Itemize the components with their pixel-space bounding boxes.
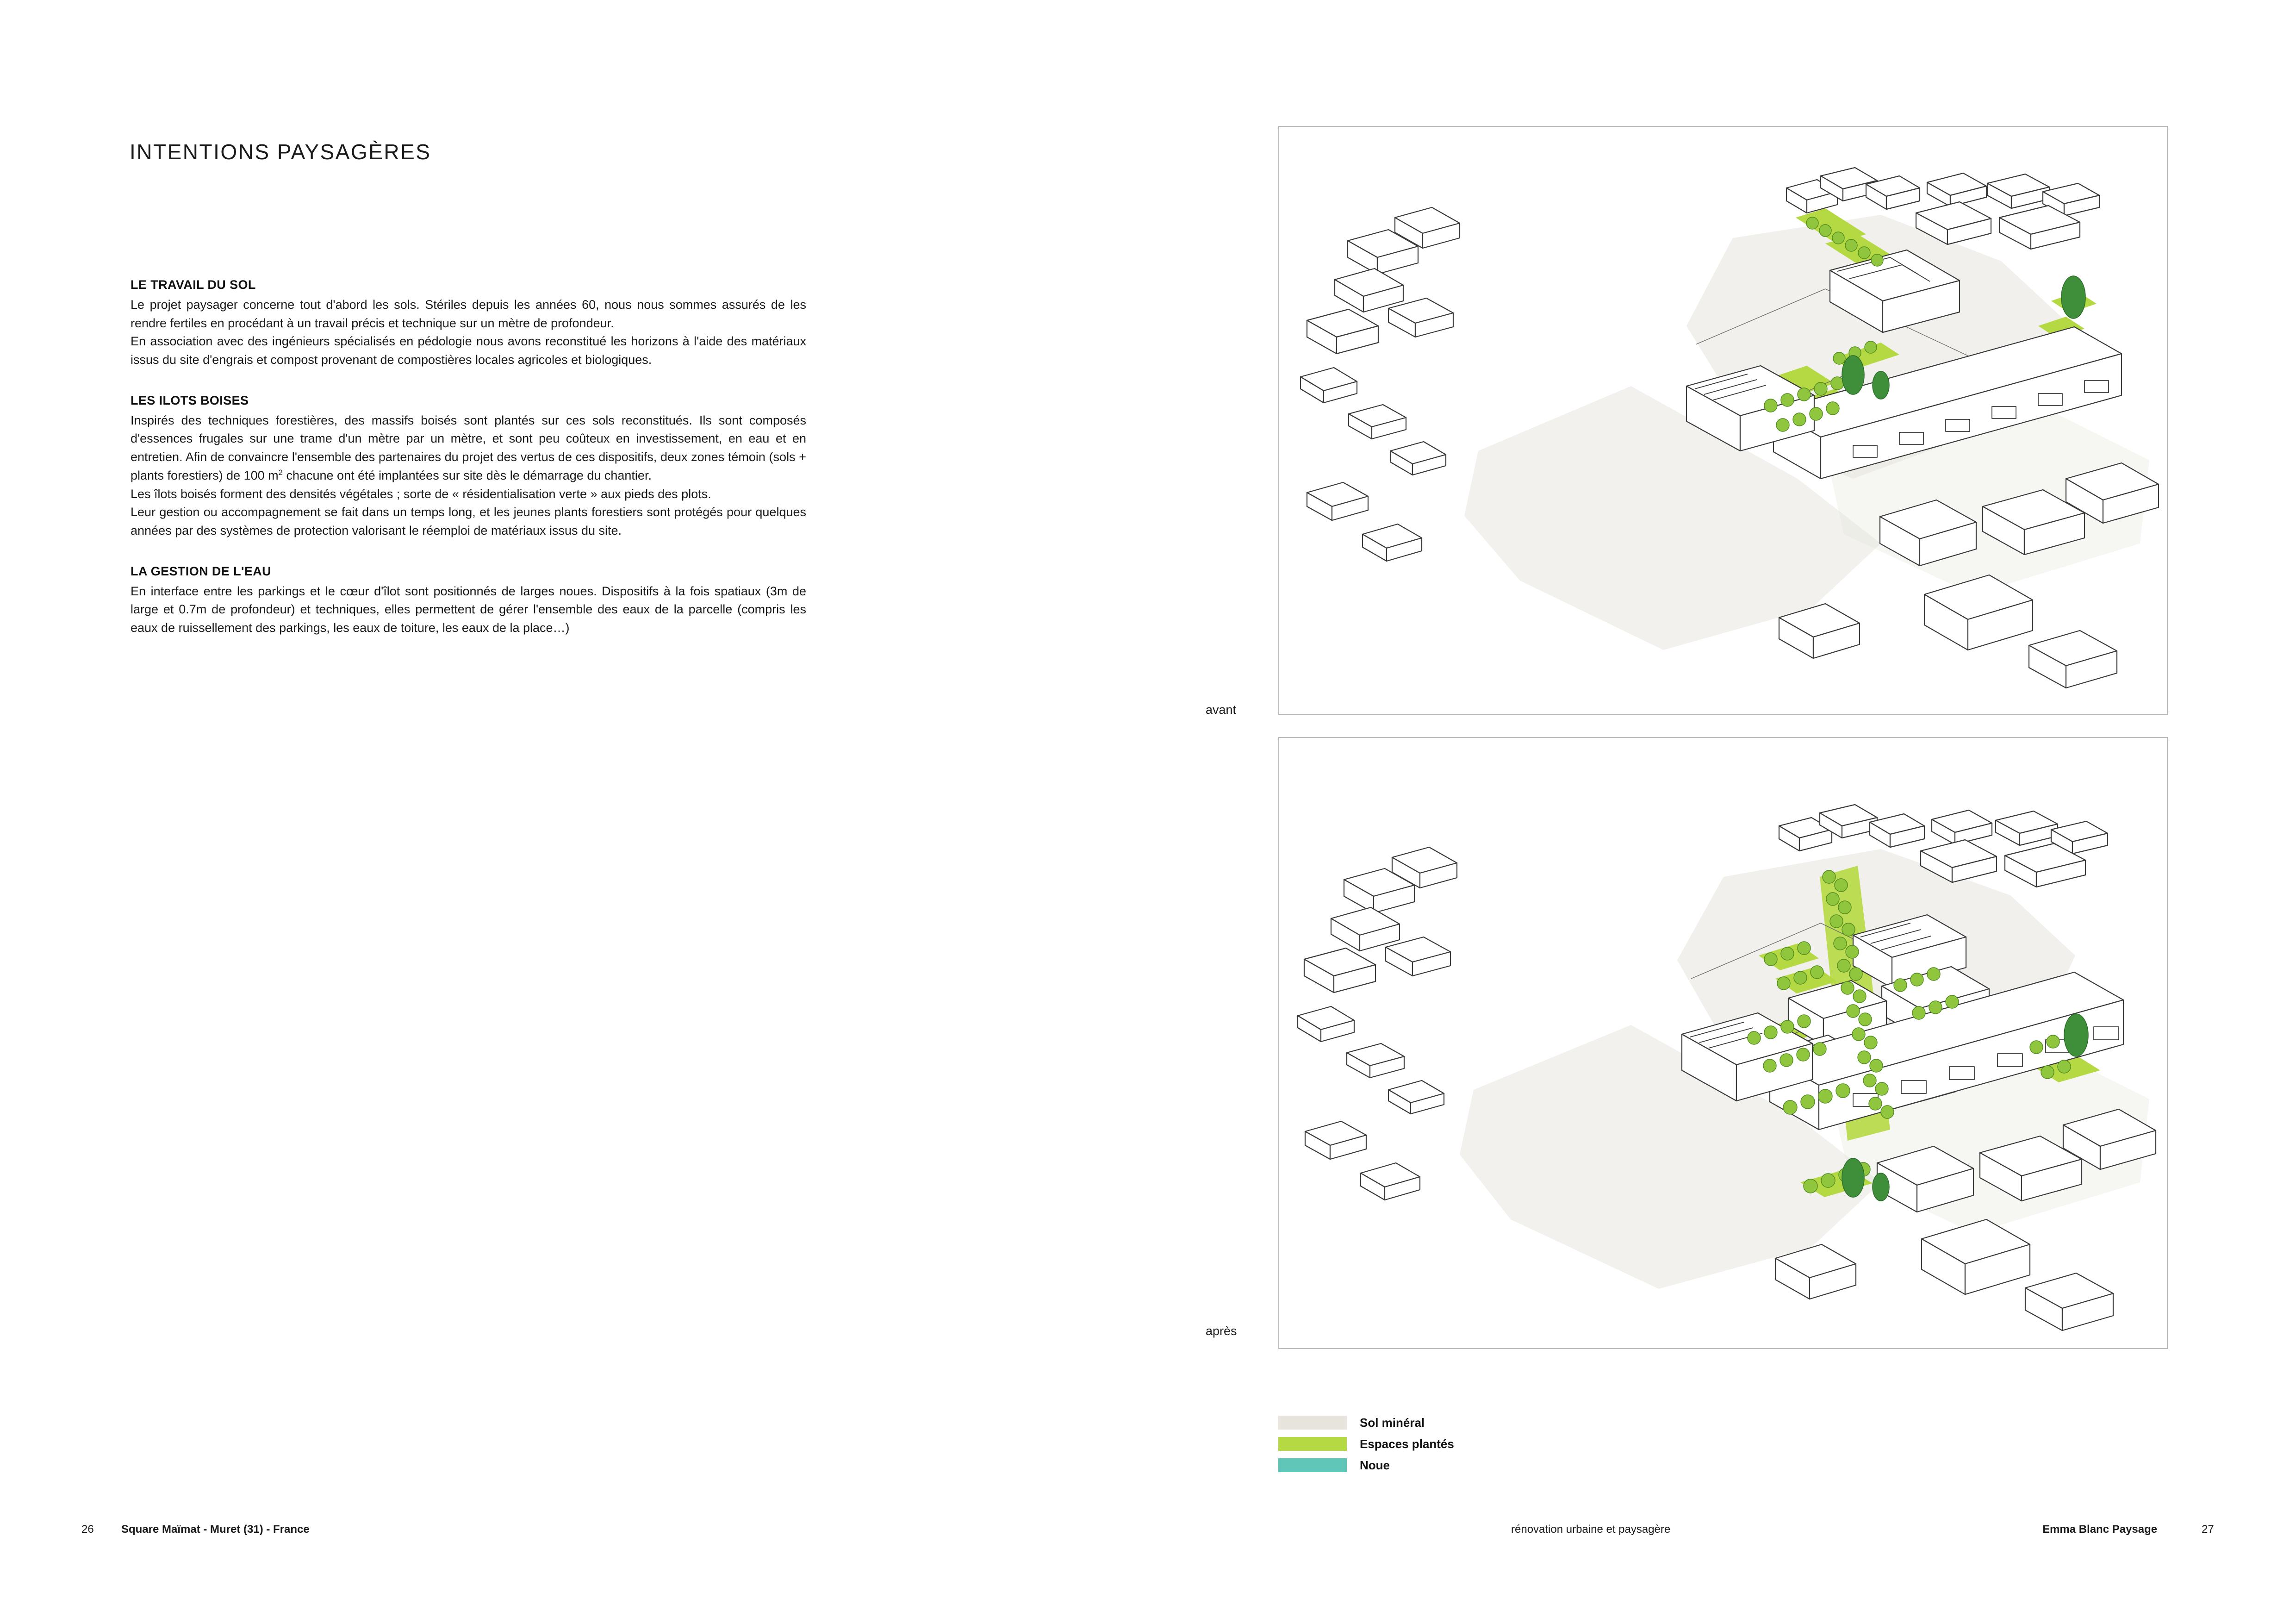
legend-item (1278, 1433, 1454, 1455)
paragraph: En interface entre les parkings et le cœur d'îlot sont positionnés de larges noues. Dispositifs à la fois spatiaux (3m de large et 0.7m de profondeur) et techniques, elles permettent de gérer l'ensemble des eaux de la parcelle (compris les eaux de ruissellement des parkings, les eaux de toiture, les eaux de la place…) (131, 584, 806, 635)
footer-center: rénovation urbaine et paysagère (1511, 1523, 1671, 1536)
map-legend (1278, 1412, 1454, 1476)
footer-project: Square Maïmat - Muret (31) - France (121, 1523, 310, 1536)
page-footer (0, 1523, 2296, 1542)
legend-item (1278, 1412, 1454, 1433)
section-body (131, 412, 806, 540)
section-heading: LES ILOTS BOISES (131, 393, 249, 407)
page-number-right: 27 (2202, 1523, 2214, 1536)
section-body (131, 296, 806, 369)
legend-swatch-sol-mineral (1278, 1416, 1347, 1430)
legend-label: Sol minéral (1360, 1415, 1425, 1430)
body-text-column (131, 278, 806, 662)
paragraph: Les îlots boisés forment des densités végétales ; sorte de « résidentialisation verte » aux pieds des plots. (131, 487, 711, 501)
legend-swatch-espaces-plantes (1278, 1437, 1347, 1451)
section-le-travail-du-sol (131, 278, 806, 369)
section-heading: LE TRAVAIL DU SOL (131, 278, 256, 292)
paragraph: Leur gestion ou accompagnement se fait dans un temps long, et les jeunes plants forestiers sont protégés pour quelques années par des systèmes de protection valorisant le réemploi de matériaux issus du site. (131, 505, 806, 537)
axonometric-after (1278, 737, 2168, 1349)
legend-label: Espaces plantés (1360, 1437, 1454, 1451)
legend-item (1278, 1455, 1454, 1476)
paragraph: Inspirés des techniques forestières, des massifs boisés sont plantés sur ces sols reconstitués. Ils sont composés d'essences frugales sur une trame d'un mètre par un mètre, et sont peu coûteux en investissement, en eau et en entretien. Afin de convaincre l'ensemble des partenaires du projet des vertus de ces dispositifs, deux zones témoin (sols + plants forestiers) de 100 $m^2$ chacune ont été implantées sur site dès le démarrage du chantier. (131, 413, 806, 482)
paragraph: Le projet paysager concerne tout d'abord les sols. Stériles depuis les années 60, nous nous sommes assurés de les rendre fertiles en procédant à un travail précis et technique sur un mètre de profondeur. (131, 298, 806, 330)
figure-caption-after: après (1206, 1324, 1237, 1338)
section-les-ilots-boises (131, 394, 806, 540)
page-number-left: 26 (81, 1523, 94, 1536)
legend-swatch-noue (1278, 1458, 1347, 1472)
page-title: INTENTIONS PAYSAGÈRES (130, 139, 431, 164)
axonometric-before (1278, 126, 2168, 715)
paragraph: En association avec des ingénieurs spécialisés en pédologie nous avons reconstitué les horizons à l'aide des matériaux issus du site d'engrais et compost provenant de compostières locales agricoles et biologiques. (131, 334, 806, 367)
section-heading: LA GESTION DE L'EAU (131, 564, 272, 578)
legend-label: Noue (1360, 1458, 1390, 1472)
figure-caption-before: avant (1206, 703, 1237, 717)
footer-studio: Emma Blanc Paysage (2042, 1523, 2158, 1536)
section-la-gestion-de-leau (131, 564, 806, 637)
section-body (131, 582, 806, 637)
